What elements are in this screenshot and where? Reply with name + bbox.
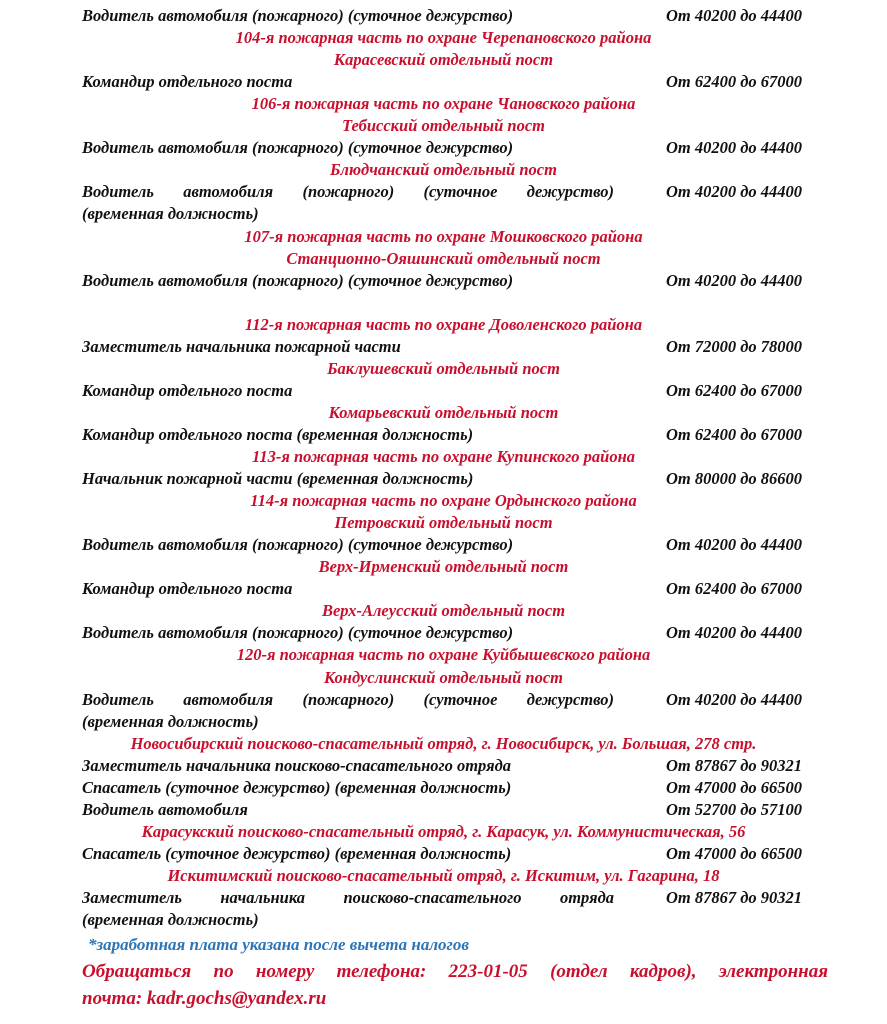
- position-title: Водитель автомобиля (пожарного) (суточное дежурство): [82, 182, 614, 202]
- position-title: Спасатель (суточное дежурство) (временная должность): [82, 843, 512, 863]
- position-title: (временная должность): [82, 204, 259, 224]
- position-title: Водитель автомобиля (пожарного) (суточное дежурство): [82, 138, 514, 158]
- contact-line-1: Обращаться по номеру телефона: 223-01-05 (отдел кадров), электронная: [82, 961, 828, 983]
- section-heading: 104-я пожарная часть по охране Черепановского района: [235, 28, 652, 48]
- section-heading: Комарьевский отдельный пост: [328, 402, 559, 422]
- contact-line-2: почта: kadr.gochs@yandex.ru: [82, 988, 327, 1010]
- section-heading: Петровский отдельный пост: [334, 513, 553, 533]
- section-heading: 106-я пожарная часть по охране Чановского района: [251, 94, 636, 114]
- position-title: (временная должность): [82, 910, 259, 930]
- position-title: Водитель автомобиля (пожарного) (суточное дежурство): [82, 689, 614, 709]
- section-heading: 112-я пожарная часть по охране Доволенского района: [244, 314, 643, 334]
- salary-range: От 62400 до 67000: [666, 380, 803, 400]
- salary-range: От 87867 до 90321: [666, 888, 803, 907]
- salary-range: От 62400 до 67000: [666, 579, 803, 599]
- salary-range: От 52700 до 57100: [666, 799, 803, 819]
- section-heading: Тебисский отдельный пост: [342, 116, 545, 136]
- salary-range: От 62400 до 67000: [666, 72, 803, 92]
- section-heading: Верх-Алеусский отдельный пост: [321, 601, 566, 621]
- position-title: Водитель автомобиля (пожарного) (суточное дежурство): [82, 6, 514, 25]
- salary-range: От 40200 до 44400: [666, 535, 803, 555]
- salary-range: От 40200 до 44400: [666, 6, 803, 25]
- section-heading: Кондуслинский отдельный пост: [323, 667, 564, 687]
- section-heading: Баклушевский отдельный пост: [327, 358, 560, 378]
- salary-range: От 40200 до 44400: [666, 270, 803, 290]
- position-title: Водитель автомобиля: [82, 799, 248, 819]
- position-title: Командир отдельного поста: [82, 579, 293, 599]
- position-title: Командир отдельного поста: [82, 380, 293, 400]
- position-title: (временная должность): [82, 711, 259, 731]
- salary-range: От 40200 до 44400: [666, 138, 803, 158]
- salary-range: От 40200 до 44400: [666, 623, 803, 643]
- position-title: Водитель автомобиля (пожарного) (суточное дежурство): [82, 535, 514, 555]
- salary-footnote: *заработная плата указана после вычета налогов: [88, 935, 469, 955]
- section-heading: 120-я пожарная часть по охране Куйбышевского района: [236, 645, 651, 665]
- section-heading: Новосибирский поисково-спасательный отряд, г. Новосибирск, ул. Большая, 278 стр.: [130, 733, 757, 753]
- section-heading: Карасукский поисково-спасательный отряд, г. Карасук, ул. Коммунистическая, 56: [141, 821, 746, 841]
- salary-range: От 62400 до 67000: [666, 424, 803, 444]
- position-title: Начальник пожарной части (временная должность): [82, 469, 474, 489]
- position-title: Заместитель начальника пожарной части: [82, 336, 401, 356]
- salary-range: От 40200 до 44400: [666, 689, 803, 709]
- section-heading: Блюдчанский отдельный пост: [330, 160, 557, 180]
- section-heading: Искитимский поисково-спасательный отряд, г. Искитим, ул. Гагарина, 18: [167, 865, 720, 885]
- position-title: Спасатель (суточное дежурство) (временная должность): [82, 777, 512, 797]
- position-title: Командир отдельного поста: [82, 72, 293, 92]
- salary-range: От 40200 до 44400: [666, 182, 803, 202]
- position-title: Заместитель начальника поисково-спасательного отряда: [82, 755, 511, 775]
- position-title: Заместитель начальника поисково-спасательного отряда: [82, 888, 614, 907]
- section-heading: Карасевский отдельный пост: [333, 50, 554, 70]
- section-heading: 113-я пожарная часть по охране Купинского района: [252, 447, 635, 466]
- position-title: Командир отдельного поста (временная должность): [82, 424, 474, 444]
- position-title: Водитель автомобиля (пожарного) (суточное дежурство): [82, 623, 514, 643]
- salary-range: От 47000 до 66500: [666, 843, 803, 863]
- section-heading: 107-я пожарная часть по охране Мошковского района: [244, 226, 643, 246]
- salary-range: От 87867 до 90321: [666, 755, 803, 775]
- salary-range: От 47000 до 66500: [666, 777, 803, 797]
- salary-range: От 80000 до 86600: [666, 469, 803, 489]
- section-heading: 114-я пожарная часть по охране Ордынского района: [250, 491, 637, 511]
- section-heading: Верх-Ирменский отдельный пост: [318, 557, 569, 577]
- salary-range: От 72000 до 78000: [666, 336, 803, 356]
- position-title: Водитель автомобиля (пожарного) (суточное дежурство): [82, 270, 514, 290]
- section-heading: Станционно-Ояшинский отдельный пост: [286, 248, 601, 268]
